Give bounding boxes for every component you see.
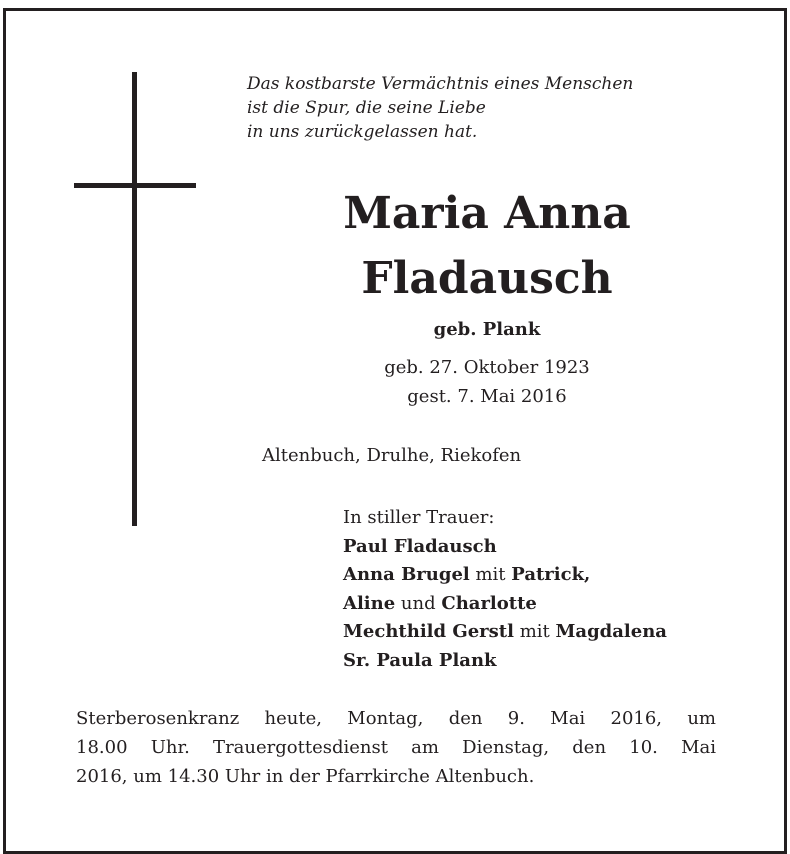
mourner-line [343,561,667,590]
cross-vertical-bar [132,72,137,526]
death-date: gest. 7. Mai 2016 [407,386,567,407]
cross-horizontal-bar [74,183,196,188]
quote-line: Das kostbarste Vermächtnis eines Menschen [247,74,634,94]
mourner-name: Paul Fladausch [343,535,497,557]
mourner-line [343,590,667,619]
mourner-name: Charlotte [441,592,537,614]
service-line: 18.00 Uhr. Trauergottesdienst am Dienstag, den 10. Mai [76,737,716,758]
mourner-name: Aline [343,592,396,614]
service-line: Sterberosenkranz heute, Montag, den 9. Mai 2016, um [76,708,716,729]
mourner-line [343,647,667,676]
places-line: Altenbuch, Drulhe, Riekofen [262,445,522,466]
mourner-line [343,618,667,647]
quote-line: ist die Spur, die seine Liebe [247,98,486,118]
mourners-heading: In stiller Trauer: [343,507,495,528]
mourner-name: Anna Brugel [343,564,470,585]
mourners-block [343,504,667,675]
service-announcement [76,704,716,791]
maiden-name: geb. Plank [433,319,541,340]
mourner-line [343,533,667,562]
mourner-name: Sr. Paula Plank [343,649,497,671]
mourner-conjunction: mit [475,564,506,585]
mourner-name: Patrick, [511,564,591,585]
service-line: 2016, um 14.30 Uhr in der Pfarrkirche Altenbuch. [76,766,535,787]
mourner-name: Mechthild Gerstl [343,621,514,642]
birth-date: geb. 27. Oktober 1923 [384,357,590,378]
mourner-name: Magdalena [555,621,667,642]
mourner-conjunction: und [400,592,436,614]
deceased-first-names: Maria Anna [343,188,631,239]
quote-line: in uns zurückgelassen hat. [247,122,478,142]
mourner-conjunction: mit [519,621,550,642]
memorial-quote [247,72,747,144]
deceased-surname: Fladausch [361,253,613,304]
